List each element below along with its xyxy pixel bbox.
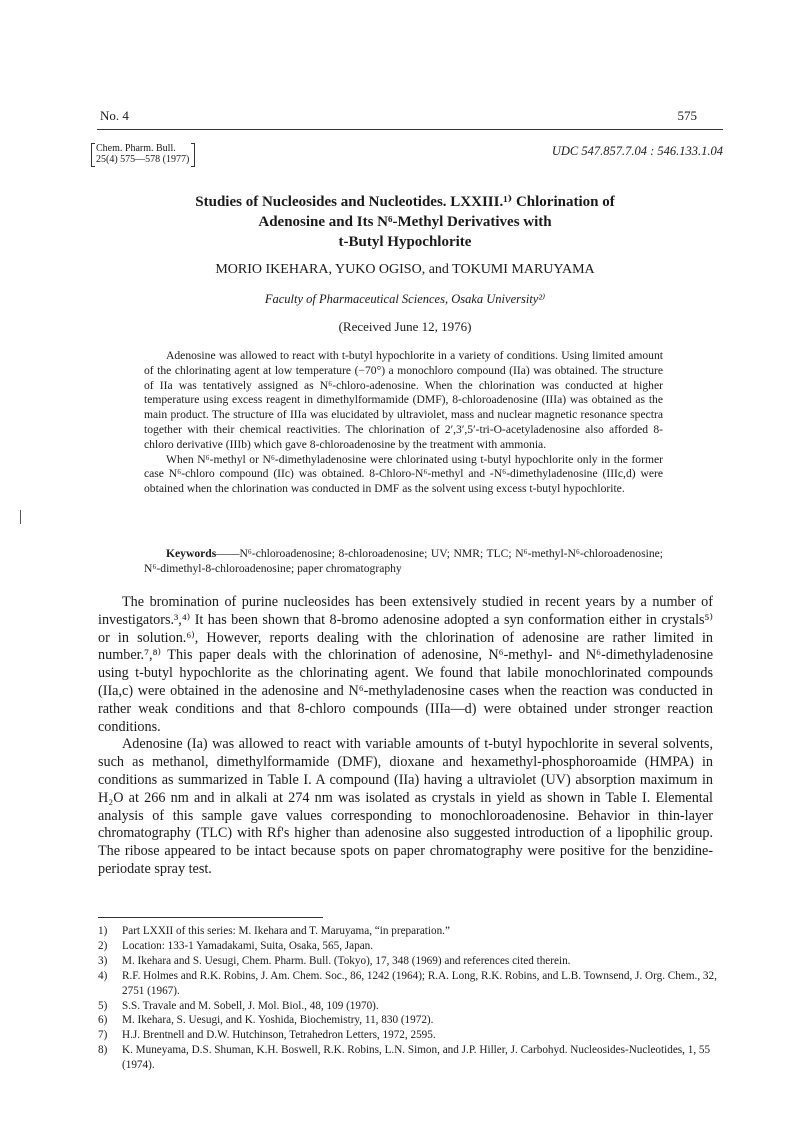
footnote-text: Location: 133-1 Yamadakami, Suita, Osaka, 565, Japan.: [122, 939, 374, 952]
footnote-text: H.J. Brentnell and D.W. Hutchinson, Tetrahedron Letters, 1972, 2595.: [122, 1029, 436, 1042]
left-bracket: [91, 143, 95, 167]
article-title: [150, 192, 660, 252]
footnote-number: 4): [98, 969, 108, 982]
title-line-1: Studies of Nucleosides and Nucleotides. LXXIII.¹⁾ Chlorination of: [195, 194, 615, 210]
footnote-text: K. Muneyama, D.S. Shuman, K.H. Boswell, R.K. Robins, L.N. Simon, and J.P. Hiller, J. Carbohyd. Nucleosides-Nucleotides, 1, 55 (1974).: [122, 1044, 711, 1072]
footnotes: [98, 924, 728, 1073]
footnote-text: Part LXXII of this series: M. Ikehara and T. Maruyama, “in preparation.”: [122, 925, 450, 937]
footnote-number: 5): [98, 999, 108, 1012]
title-line-3: t-Butyl Hypochlorite: [338, 234, 472, 250]
received-date: (Received June 12, 1976): [338, 319, 472, 334]
authors: MORIO IKEHARA, YUKO OGISO, and TOKUMI MARUYAMA: [215, 262, 595, 277]
page-number: 575: [677, 108, 697, 123]
footnote: [98, 924, 728, 939]
margin-mark: [20, 510, 21, 524]
footnote: [98, 1043, 728, 1073]
footnote-number: 3): [98, 954, 108, 967]
issue-number: No. 4: [100, 108, 129, 123]
footnote: [98, 939, 728, 954]
footnote: [98, 969, 728, 999]
body-paragraph-1: The bromination of purine nucleosides has been extensively studied in recent years by a number of investigators.³,⁴⁾ It has been shown that 8-bromo adenosine adopted a syn conformation either in crystals⁵⁾ or in solution.⁶⁾, However, reports dealing with the chlorination of adenosine are rather limited in number.⁷,⁸⁾ This paper deals with the chlorination of adenosine, N⁶-methyl- and N⁶-dimethyladenosine using t-butyl hypochlorite as the chlorinating agent. We found that labile monochlorinated compounds (IIa,c) were obtained in the adenosine and N⁶-methyladenosine cases when the reaction was conducted in rather weak conditions and that 8-chloro compounds (IIIa—d) were obtained under stronger reaction conditions.: [98, 594, 713, 735]
body-paragraph-2: Adenosine (Ia) was allowed to react with variable amounts of t-butyl hypochlorite in several solvents, such as methanol, dimethylformamide (DMF), dioxane and hexamethyl-phosphoroamide (HMPA) in conditions as summarized in Table I. A compound (IIa) having a ultraviolet (UV) absorption maximum in H₂O at 266 nm and in alkali at 274 nm was isolated as crystals in yield as shown in Table I. Elemental analysis of this sample gave values corresponding to monochloroadenosine. Behavior in thin-layer chromatography (TLC) with Rf's higher than adenosine also suggested introduction of a lipophilic group. The ribose appeared to be intact because spots on paper chromatography were positive for the benzidine-periodate spray test.: [98, 736, 713, 877]
affiliation: Faculty of Pharmaceutical Sciences, Osaka University²⁾: [264, 292, 546, 306]
journal-citation: [96, 143, 189, 165]
footnote: [98, 1028, 728, 1043]
abstract-paragraph-1: Adenosine was allowed to react with t-butyl hypochlorite in a variety of conditions. Using limited amount of the chlorinating agent at low temperature (−70°) a monochloro compound (IIa) was obtained. The structure of IIa was tentatively assigned as N⁶-chloro-adenosine. When the chlorination was conducted at higher temperature using excess reagent in dimethylformamide (DMF), 8-chloroadenosine (IIIa) was obtained as the main product. The structure of IIIa was elucidated by ultraviolet, mass and nuclear magnetic resonance spectra together with their chemical reactivities. The chlorination of 2′,3′,5′-tri-O-acetyladenosine also afforded 8-chloro derivative (IIIb) which gave 8-chloroadenosine by the treatment with ammonia.: [144, 349, 663, 451]
footnote-text: S.S. Travale and M. Sobell, J. Mol. Biol., 48, 109 (1970).: [122, 999, 379, 1012]
header-rule: [97, 129, 723, 130]
footnote-number: 1): [98, 925, 108, 937]
abstract-paragraph-2: When N⁶-methyl or N⁶-dimethyladenosine were chlorinated using t-butyl hypochlorite only in the former case N⁶-chloro compound (IIc) was obtained. 8-Chloro-N⁶-methyl and -N⁶-dimethyladenosine (IIIc,d) were obtained when the chlorination was conducted in DMF as the solvent using excess t-butyl hypochlorite.: [144, 452, 663, 496]
footnote-text: M. Ikehara and S. Uesugi, Chem. Pharm. Bull. (Tokyo), 17, 348 (1969) and references cited therein.: [122, 954, 571, 967]
abstract: [144, 349, 663, 497]
footnote-number: 8): [98, 1044, 108, 1057]
footnote-number: 2): [98, 939, 108, 952]
keywords: [144, 547, 663, 577]
footnote: [98, 1013, 728, 1028]
udc-code: UDC 547.857.7.04 : 546.133.1.04: [551, 144, 723, 158]
title-line-2: Adenosine and Its N⁶-Methyl Derivatives with: [258, 214, 552, 230]
keywords-list: ——N⁶-chloroadenosine; 8-chloroadenosine; UV; NMR; TLC; N⁶-methyl-N⁶-chloroadenosine; N⁶-dimethyl-8-chloroadenosine; paper chromatography: [144, 547, 663, 575]
footnote-number: 6): [98, 1014, 108, 1027]
footnote-rule: [98, 917, 323, 918]
right-bracket: [191, 143, 195, 167]
footnote: [98, 954, 728, 969]
body-text: [98, 594, 713, 879]
journal-name: Chem. Pharm. Bull.: [96, 143, 176, 154]
footnote-text: R.F. Holmes and R.K. Robins, J. Am. Chem. Soc., 86, 1242 (1964); R.A. Long, R.K. Robins, and L.B. Townsend, J. Org. Chem., 32, 2751 (1967).: [122, 969, 717, 997]
keywords-label: Keywords: [166, 547, 217, 560]
journal-volume: 25(4) 575—578 (1977): [96, 154, 190, 165]
footnote: [98, 999, 728, 1014]
footnote-text: M. Ikehara, S. Uesugi, and K. Yoshida, Biochemistry, 11, 830 (1972).: [122, 1014, 434, 1027]
footnote-number: 7): [98, 1029, 108, 1042]
